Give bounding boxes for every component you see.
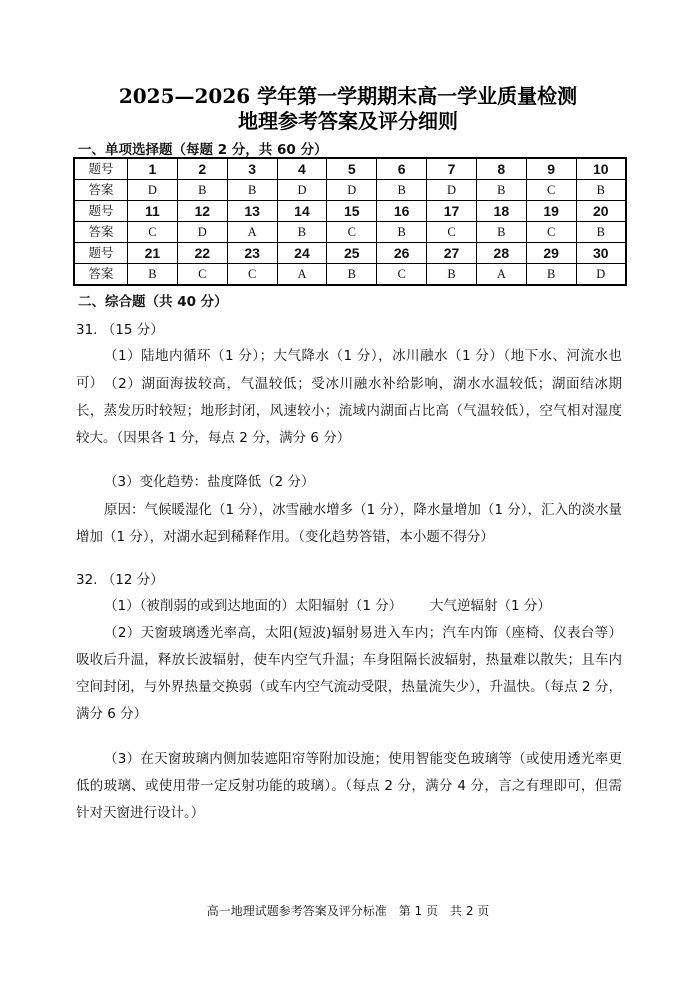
question-number-cell: 20 (576, 201, 626, 222)
question-number-cell: 2 (177, 158, 227, 180)
question-number-cell: 29 (526, 243, 576, 264)
answer-cell: B (526, 264, 576, 286)
question-number-cell: 21 (128, 243, 178, 264)
q31-part3: （3）变化趋势：盐度降低（2 分） (104, 474, 315, 490)
answer-table (73, 157, 627, 286)
question-number-cell: 18 (476, 201, 526, 222)
answer-cell: B (377, 180, 427, 201)
question-number-cell: 24 (277, 243, 327, 264)
section-1-heading: 一、单项选择题（每题 2 分，共 60 分） (78, 142, 328, 158)
question-number-cell: 22 (177, 243, 227, 264)
page-footer: 高一地理试题参考答案及评分标准 第 1 页 共 2 页 (206, 904, 490, 918)
row-label-answer: 答案 (74, 264, 128, 286)
table-row-numbers (74, 201, 626, 222)
row-label-question: 题号 (74, 201, 128, 222)
answer-cell: D (327, 180, 377, 201)
question-number-cell: 3 (227, 158, 277, 180)
question-number-cell: 15 (327, 201, 377, 222)
q32-part2: （2）天窗玻璃透光率高，太阳(短波)辐射易进入车内；汽车内饰（座椅、仪表台等）吸收后升温，释放长波辐射，使车内空气升温；车身阻隔长波辐射，热量难以散失；且车内空间封闭，与外界热量交换弱（或车内空气流动受限，热量流失少），升温快。（每点 2 分，满分 6 分） (76, 625, 622, 722)
question-number-cell: 1 (128, 158, 178, 180)
q32-part1-b: 大气逆辐射（1 分） (430, 598, 551, 614)
question-number-cell: 26 (377, 243, 427, 264)
answer-cell: D (427, 180, 477, 201)
answer-cell: C (526, 222, 576, 243)
answer-cell: D (277, 180, 327, 201)
question-number-cell: 6 (377, 158, 427, 180)
q31-part1: （1）陆地内循环（1 分）；大气降水（1 分），冰川融水（1 分）（地下水、河流水也可） (76, 348, 622, 391)
question-number-cell: 23 (227, 243, 277, 264)
answer-cell: C (427, 222, 477, 243)
answer-cell: C (128, 222, 178, 243)
question-number-cell: 12 (177, 201, 227, 222)
row-label-answer: 答案 (74, 180, 128, 201)
q31-part2: （2）湖面海拔较高，气温较低；受冰川融水补给影响，湖水水温较低；湖面结冰期长，蒸发历时较短；地形封闭，风速较小；流域内湖面占比高（气温较低），空气相对湿度较大。（因果各 1 分，每点 2 分，满分 6 分） (76, 376, 622, 446)
answer-cell: C (327, 222, 377, 243)
question-number-cell: 16 (377, 201, 427, 222)
question-number-cell: 25 (327, 243, 377, 264)
question-number-cell: 13 (227, 201, 277, 222)
answer-cell: A (277, 264, 327, 286)
answer-cell: B (476, 180, 526, 201)
q31-header: 31. （15 分） (76, 322, 164, 338)
section-2-heading: 二、综合题（共 40 分） (78, 294, 228, 310)
answer-cell: C (526, 180, 576, 201)
question-number-cell: 19 (526, 201, 576, 222)
row-label-question: 题号 (74, 158, 128, 180)
question-number-cell: 27 (427, 243, 477, 264)
answer-cell: B (476, 222, 526, 243)
answer-cell: B (128, 264, 178, 286)
table-row-answers (74, 264, 626, 286)
answer-cell: A (227, 222, 277, 243)
answer-cell: D (576, 264, 626, 286)
answer-cell: B (576, 180, 626, 201)
answer-cell: C (377, 264, 427, 286)
question-number-cell: 10 (576, 158, 626, 180)
question-number-cell: 4 (277, 158, 327, 180)
question-number-cell: 14 (277, 201, 327, 222)
answer-cell: B (327, 264, 377, 286)
answer-cell: D (177, 222, 227, 243)
question-number-cell: 28 (476, 243, 526, 264)
answer-cell: B (277, 222, 327, 243)
answer-cell: B (177, 180, 227, 201)
answer-cell: B (427, 264, 477, 286)
answer-cell: C (177, 264, 227, 286)
answer-cell: B (377, 222, 427, 243)
table-row-numbers (74, 158, 626, 180)
table-row-answers (74, 180, 626, 201)
answer-cell: A (476, 264, 526, 286)
page-title: 2025—2026 学年第一学期期末高一学业质量检测 (118, 84, 578, 108)
answer-cell: D (128, 180, 178, 201)
q32-part3: （3）在天窗玻璃内侧加装遮阳帘等附加设施；使用智能变色玻璃等（或使用透光率更低的玻璃、或使用带一定反射功能的玻璃）。（每点 2 分，满分 4 分，言之有理即可，但需针对天窗进行设计。） (76, 751, 622, 821)
row-label-answer: 答案 (74, 222, 128, 243)
question-number-cell: 9 (526, 158, 576, 180)
answer-cell: B (576, 222, 626, 243)
question-number-cell: 11 (128, 201, 178, 222)
table-row-numbers (74, 243, 626, 264)
q32-header: 32. （12 分） (76, 572, 164, 588)
question-number-cell: 5 (327, 158, 377, 180)
question-number-cell: 30 (576, 243, 626, 264)
q31-part3-reason: 原因：气候暖湿化（1 分），冰雪融水增多（1 分），降水量增加（1 分），汇入的淡水量增加（1 分），对湖水起到稀释作用。（变化趋势答错，本小题不得分） (76, 502, 622, 545)
row-label-question: 题号 (74, 243, 128, 264)
page-subtitle: 地理参考答案及评分细则 (238, 109, 458, 133)
question-number-cell: 8 (476, 158, 526, 180)
answer-cell: B (227, 180, 277, 201)
q32-part1-a: （1）（被削弱的或到达地面的）太阳辐射（1 分） (104, 598, 403, 614)
question-number-cell: 7 (427, 158, 477, 180)
answer-cell: C (227, 264, 277, 286)
table-row-answers (74, 222, 626, 243)
question-number-cell: 17 (427, 201, 477, 222)
